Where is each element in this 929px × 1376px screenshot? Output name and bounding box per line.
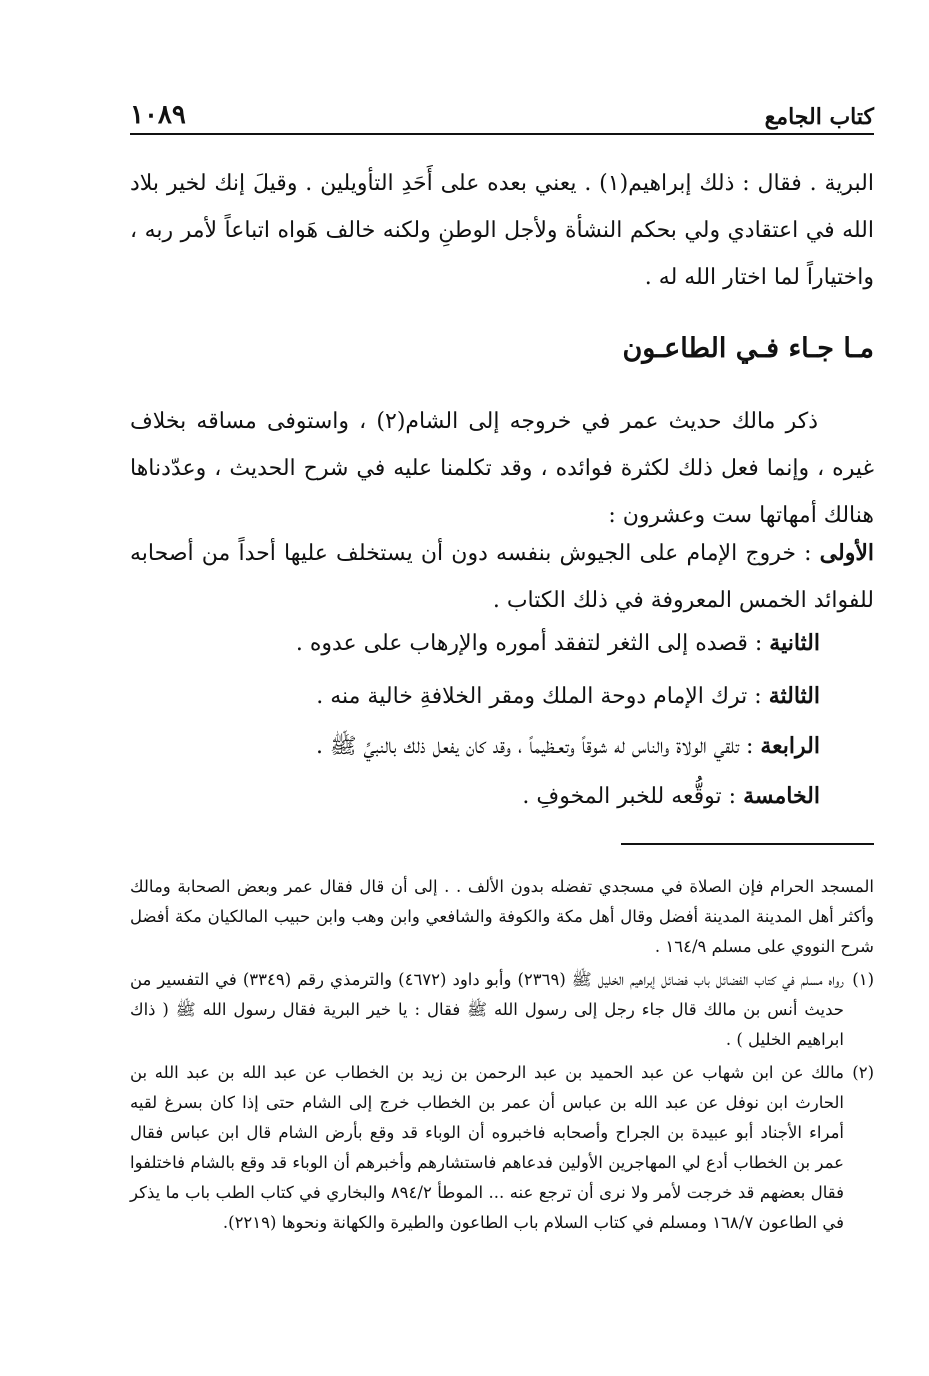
list-item-fifth	[130, 773, 820, 820]
footnotes	[130, 872, 874, 1238]
list-item-first	[130, 530, 874, 624]
footnote-continuation: المسجد الحرام فإن الصلاة في مسجدي تفضله بدون الألف . . إلى أن قال فقال عمر وبعض الصحابة ومالك وأكثر أهل المدينة المدينة أفضل وقال أهل مكة والكوفة والشافعي وابن وهب وابن حبيب المالكيان مكة أفضل شرح النووي على مسلم ١٦٤/٩ .	[130, 877, 874, 956]
footnote-number: (٢)	[852, 1063, 874, 1082]
item-text: : تلقي الولاة والناس له شوقاً وتعـظيماً ، وقد كان يفعل ذلك بالنبيِّ ﷺ .	[316, 734, 761, 759]
item-text: : توقُّعه للخبر المخوفِ .	[522, 784, 744, 809]
item-text: : خروج الإمام على الجيوش بنفسه دون أن يستخلف عليها أحداً من أصحابه للفوائد الخمس المعروفة في ذلك الكتاب .	[130, 541, 874, 613]
list-item-fourth	[130, 723, 820, 770]
paragraph-intro: ذكر مالك حديث عمر في خروجه إلى الشام(٢) ، واستوفى مساقه بخلاف غيره ، وإنما فعل ذلك لكثرة فوائده ، وقد تكلمنا عليه في شرح الحديث ، وعدّدناها هنالك أمهاتها ست وعشرون :	[130, 409, 874, 528]
footnote-1	[130, 965, 874, 1055]
paragraph-continuation: البرية . فقال : ذلك إبراهيم(١) . يعني بعده على أَحَدِ التأويلين . وقيلَ إنك لخير بلاد الله في اعتقادي ولي بحكم النشأة ولأجل الوطنِ ولكنه خالف هَواه اتباعاً لأمر ربه ، واختياراً لما اختار الله له .	[130, 171, 874, 290]
list-item-third	[130, 673, 820, 720]
item-lead: الخامسة	[743, 783, 820, 809]
page-header	[130, 96, 874, 130]
item-lead: الرابعة	[760, 733, 820, 759]
item-lead: الثالثة	[768, 683, 820, 709]
item-text: : ترك الإمام دوحة الملك ومقر الخلافةِ خالية منه .	[316, 684, 769, 709]
footnote-number: (١)	[852, 970, 874, 989]
item-text: : قصده إلى الثغر لتفقد أموره والإرهاب على عدوه .	[295, 631, 770, 656]
header-rule	[130, 133, 874, 135]
book-title: كتاب الجامع	[764, 104, 874, 130]
item-lead: الثانية	[769, 630, 820, 656]
item-lead: الأولى	[819, 540, 874, 566]
footnote-separator	[621, 843, 874, 845]
footnote-text: مالك عن ابن شهاب عن عبد الحميد بن عبد الرحمن بن زيد بن الخطاب عن عبد الله بن عبد الله بن الحارث ابن نوفل عن عبد الله بن عباس أن عمر بن الخطاب خرج إلى الشام حتى إذا كان بسرغ لقيه أمراء الأجناد أبو عبيدة بن الجراح وأصحابه فاخبروه أن الوباء قد وقع بأرض الشام قال ابن عباس فقال عمر بن الخطاب أدع لي المهاجرين الأولين فدعاهم فاستشارهم وأخبرهم أن الوباء قد وقع بالشام فاختلفوا فقال بعضهم قد خرجت لأمر ولا نرى أن ترجع عنه ... الموطأ ٨٩٤/٢ والبخاري في كتاب الطب باب ما يذكر في الطاعون ١٦٨/٧ ومسلم في كتاب السلام باب الطاعون والطيرة والكهانة ونحوها (٢٢١٩).	[130, 1063, 844, 1232]
section-heading: مـا جـاء فـي الطاعـون	[622, 333, 874, 364]
list-item-second	[130, 620, 820, 667]
footnote-text: رواه مسلم في كتاب الفضائل باب فضائل إبراهيم الخليل ﷺ (٢٣٦٩) وأبو داود (٤٦٧٢) والترمذي رقم (٣٣٤٩) في التفسير من حديث أنس بن مالك قال جاء رجل إلى رسول الله ﷺ فقال : يا خير البرية فقال رسول الله ﷺ ( ذاك ابراهيم الخليل ) .	[130, 970, 845, 1049]
footnote-2	[130, 1058, 874, 1238]
page-number: ١٠٨٩	[130, 100, 186, 130]
